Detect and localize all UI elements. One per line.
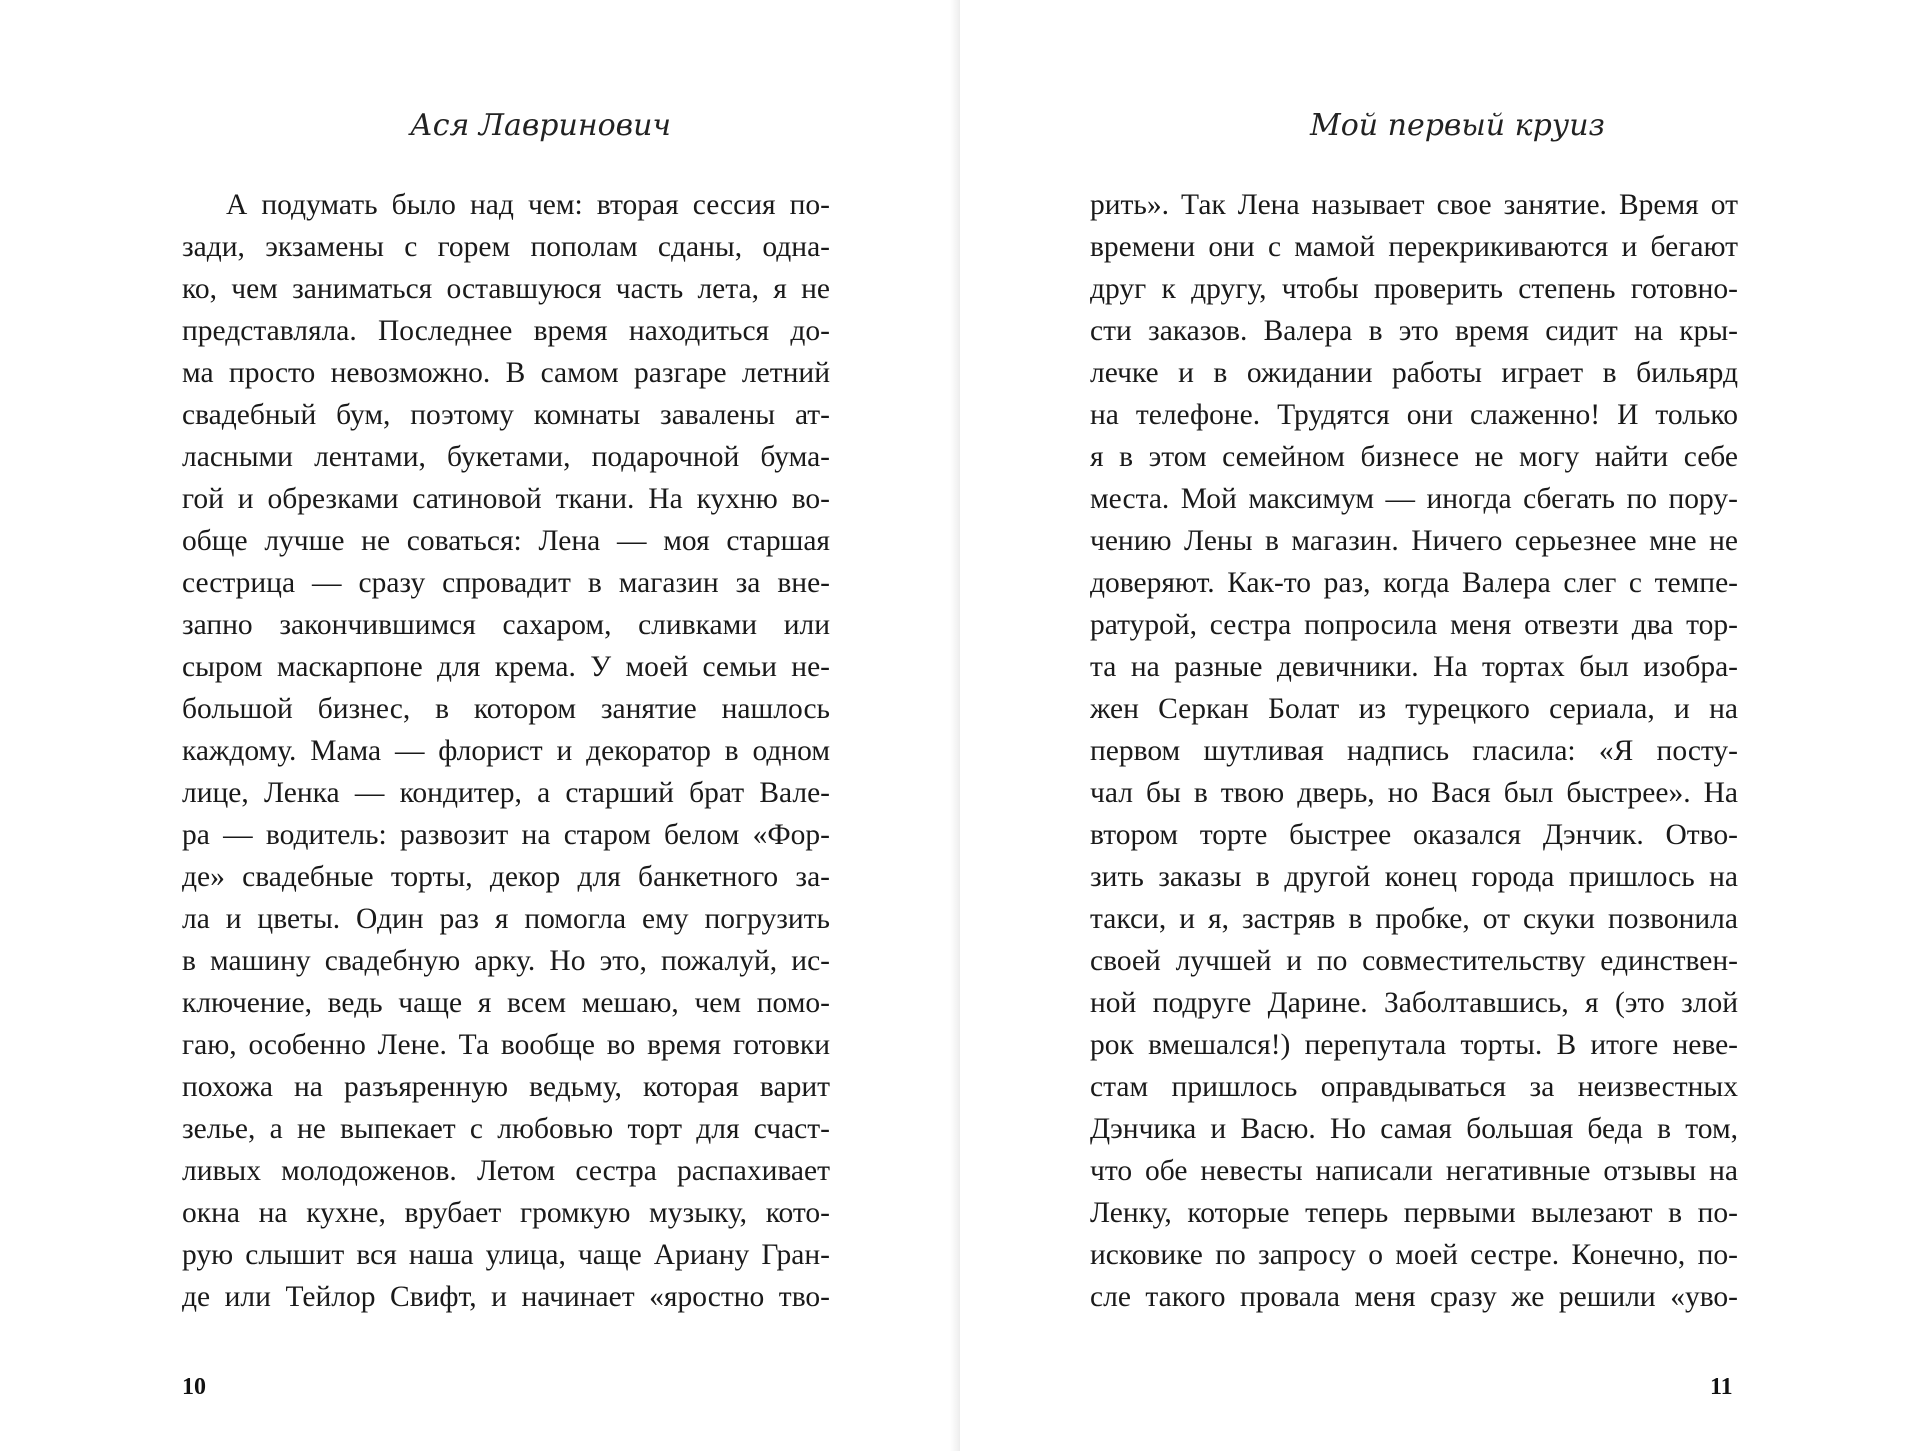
text-line: в машину свадебную арку. Но это, пожалуй, ис- — [182, 945, 830, 977]
text-line: места. Мой максимум — иногда сбегать по пору- — [1090, 483, 1738, 515]
text-line: свадебный бум, поэтому комнаты завалены ат- — [182, 399, 830, 431]
text-line: первом шутливая надпись гласила: «Я посту- — [1090, 735, 1738, 767]
text-line: сыром маскарпоне для крема. У моей семьи не- — [182, 651, 830, 683]
text-line: де» свадебные торты, декор для банкетного за- — [182, 861, 830, 893]
text-line: жен Серкан Болат из турецкого сериала, и на — [1090, 693, 1738, 725]
text-line: друг к другу, чтобы проверить степень готовно- — [1090, 273, 1738, 305]
running-head-author: Ася Лавринович — [410, 108, 672, 143]
text-line: чению Лены в магазин. Ничего серьезнее мне не — [1090, 525, 1738, 557]
text-line: сестрица — сразу спровадит в магазин за вне- — [182, 567, 830, 599]
text-line: лице, Ленка — кондитер, а старший брат Вале- — [182, 777, 830, 809]
text-line: та на разные девичники. На тортах был изобра- — [1090, 651, 1738, 683]
text-line: ратурой, сестра попросила меня отвезти два тор- — [1090, 609, 1738, 641]
text-line: запно закончившимся сахаром, сливками или — [182, 609, 830, 641]
text-line: доверяют. Как-то раз, когда Валера слег с темпе- — [1090, 567, 1738, 599]
page-number: 10 — [182, 1374, 206, 1400]
text-line: похожа на разъяренную ведьму, которая варит — [182, 1071, 830, 1103]
text-line: ра — водитель: развозит на старом белом «Фор- — [182, 819, 830, 851]
text-line: лечке и в ожидании работы играет в бильярд — [1090, 357, 1738, 389]
text-line: сле такого провала меня сразу же решили «уво- — [1090, 1281, 1738, 1313]
text-line: рую слышит вся наша улица, чаще Ариану Гран- — [182, 1239, 830, 1271]
text-line: ко, чем заниматься оставшуюся часть лета, я не — [182, 273, 830, 305]
running-head-title: Мой первый круиз — [1310, 108, 1605, 143]
left-body-text — [182, 184, 830, 1318]
text-line: стам пришлось оправдываться за неизвестных — [1090, 1071, 1738, 1103]
text-line: обще лучше не соваться: Лена — моя старшая — [182, 525, 830, 557]
text-line: рок вмешался!) перепутала торты. В итоге неве- — [1090, 1029, 1738, 1061]
text-line: большой бизнес, в котором занятие нашлось — [182, 693, 830, 725]
text-line: де или Тейлор Свифт, и начинает «яростно тво- — [182, 1281, 830, 1313]
text-line: каждому. Мама — флорист и декоратор в одном — [182, 735, 830, 767]
left-page — [0, 0, 958, 1451]
text-line: сти заказов. Валера в это время сидит на кры- — [1090, 315, 1738, 347]
text-line: гой и обрезками сатиновой ткани. На кухню во- — [182, 483, 830, 515]
text-line: исковике по запросу о моей сестре. Конечно, по- — [1090, 1239, 1738, 1271]
text-line: своей лучшей и по совместительству единствен- — [1090, 945, 1738, 977]
text-line: рить». Так Лена называет свое занятие. Время от — [1090, 189, 1738, 221]
text-line: А подумать было над чем: вторая сессия по- — [226, 189, 830, 221]
text-line: представляла. Последнее время находиться до- — [182, 315, 830, 347]
text-line: зить заказы в другой конец города пришлось на — [1090, 861, 1738, 893]
text-line: ласными лентами, букетами, подарочной бума- — [182, 441, 830, 473]
text-line: ключение, ведь чаще я всем мешаю, чем помо- — [182, 987, 830, 1019]
text-line: ла и цветы. Один раз я помогла ему погрузить — [182, 903, 830, 935]
text-line: я в этом семейном бизнесе не могу найти себе — [1090, 441, 1738, 473]
text-line: на телефоне. Трудятся они слаженно! И только — [1090, 399, 1738, 431]
text-line: окна на кухне, врубает громкую музыку, кото- — [182, 1197, 830, 1229]
right-body-text — [1090, 184, 1738, 1318]
text-line: времени они с мамой перекрикиваются и бегают — [1090, 231, 1738, 263]
text-line: гаю, особенно Лене. Та вообще во время готовки — [182, 1029, 830, 1061]
text-line: Ленку, которые теперь первыми вылезают в по- — [1090, 1197, 1738, 1229]
text-line: зади, экзамены с горем пополам сданы, одна- — [182, 231, 830, 263]
text-line: ма просто невозможно. В самом разгаре летний — [182, 357, 830, 389]
page-number: 11 — [1710, 1374, 1733, 1400]
text-line: чал бы в твою дверь, но Вася был быстрее». На — [1090, 777, 1738, 809]
text-line: втором торте быстрее оказался Дэнчик. Отво- — [1090, 819, 1738, 851]
text-line: зелье, а не выпекает с любовью торт для счаст- — [182, 1113, 830, 1145]
text-line: такси, и я, застряв в пробке, от скуки позвонила — [1090, 903, 1738, 935]
text-line: Дэнчика и Васю. Но самая большая беда в том, — [1090, 1113, 1738, 1145]
text-line: ливых молодоженов. Летом сестра распахивает — [182, 1155, 830, 1187]
text-line: ной подруге Дарине. Заболтавшись, я (это злой — [1090, 987, 1738, 1019]
right-page — [960, 0, 1918, 1451]
text-line: что обе невесты написали негативные отзывы на — [1090, 1155, 1738, 1187]
